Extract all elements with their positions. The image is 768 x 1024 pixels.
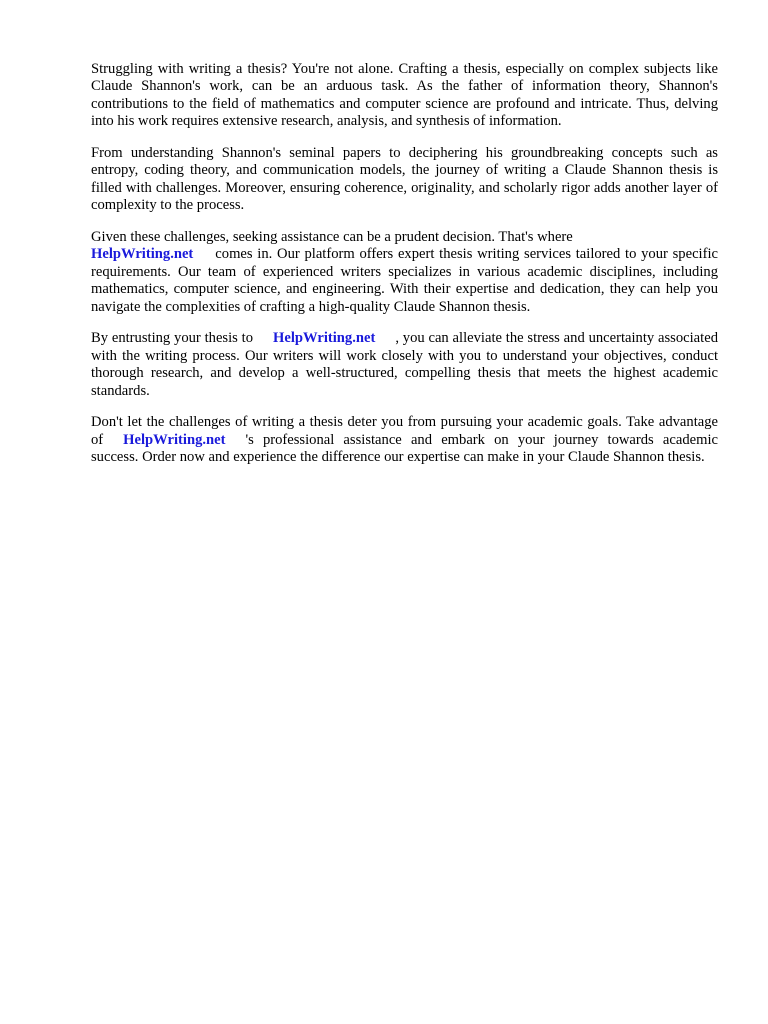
paragraph-assistance-lead: Given these challenges, seeking assistance can be a prudent decision. That's where (91, 229, 573, 246)
helpwriting-link-3[interactable]: HelpWriting.net (123, 431, 226, 448)
paragraph-closing-rest: 's professional assistance and embark on your journey towards academic success. Order now and experience the difference our expertise can make in your Claude Shannon thesis. (91, 431, 718, 466)
paragraph-assistance-rest: comes in. Our platform offers expert thesis writing services tailored to your specific requirements. Our team of experienced writers specializes in various academic disciplines, including mathematics, computer science, and engineering. With their expertise and dedication, they can help you navigate the complexities of crafting a high-quality Claude Shannon thesis. (91, 246, 718, 315)
paragraph-entrusting (91, 330, 718, 400)
document-body (91, 61, 718, 481)
paragraph-challenges-text: From understanding Shannon's seminal papers to deciphering his groundbreaking concepts such as entropy, coding theory, and communication models, the journey of writing a Claude Shannon thesis is filled with challenges. Moreover, ensuring coherence, originality, and scholarly rigor adds another layer of complexity to the process. (91, 145, 718, 214)
helpwriting-link-2[interactable]: HelpWriting.net (273, 330, 376, 347)
helpwriting-link-1[interactable]: HelpWriting.net (91, 246, 194, 263)
paragraph-assistance (91, 229, 718, 316)
paragraph-closing (91, 414, 718, 466)
paragraph-intro-text: Struggling with writing a thesis? You're not alone. Crafting a thesis, especially on complex subjects like Claude Shannon's work, can be an arduous task. As the father of information theory, Shannon's contributions to the field of mathematics and computer science are profound and intricate. Thus, delving into his work requires extensive research, analysis, and synthesis of information. (91, 61, 718, 130)
paragraph-intro (91, 61, 718, 131)
paragraph-entrusting-lead: By entrusting your thesis to (91, 330, 254, 347)
paragraph-closing-lead: Don't let the challenges of writing a thesis deter you from pursuing your academic goals. Take advantage of (91, 414, 718, 448)
paragraph-challenges (91, 145, 718, 215)
paragraph-entrusting-rest: , you can alleviate the stress and uncertainty associated with the writing process. Our writers will work closely with you to understand your objectives, conduct thorough research, and develop a well-structured, compelling thesis that meets the highest academic standards. (91, 330, 718, 399)
